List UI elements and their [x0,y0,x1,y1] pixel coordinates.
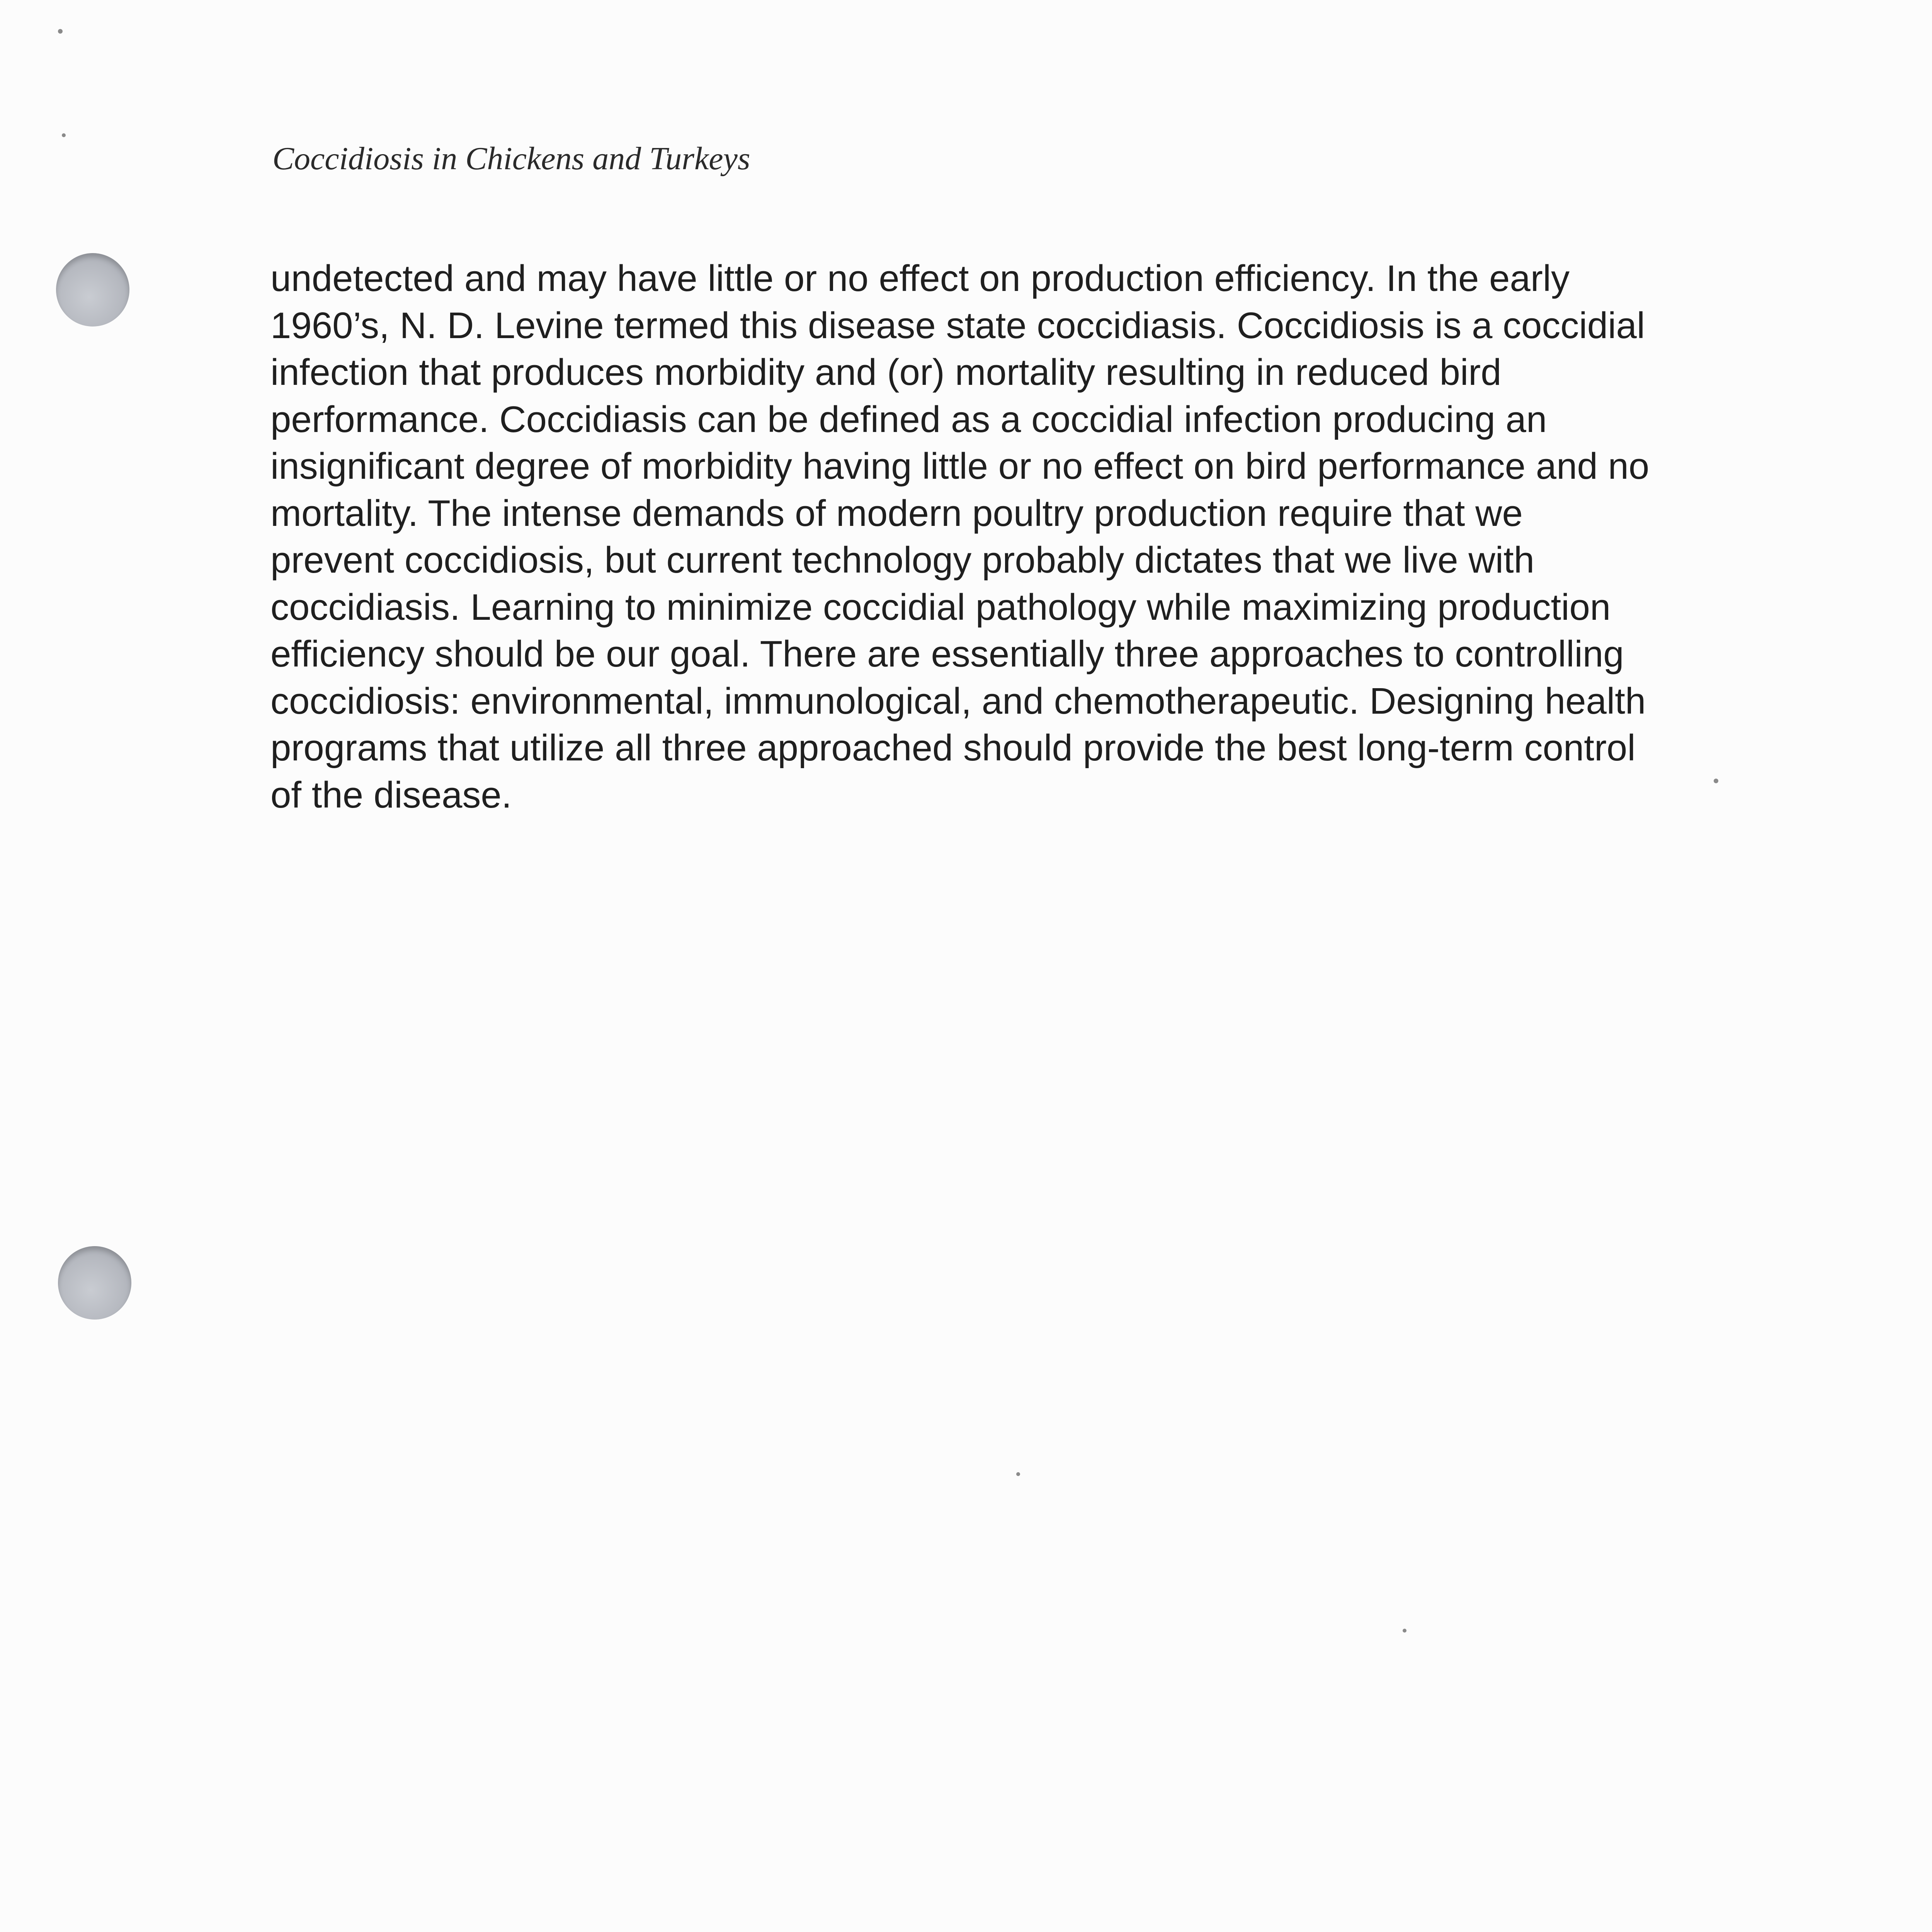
paragraph-line: coccidiasis. Learning to minimize coccidial pathology while maximizing production [270,586,1611,628]
punch-hole-middle [58,1246,131,1320]
paragraph-line: prevent coccidiosis, but current technology probably dictates that we live with [270,539,1535,581]
paragraph-line: programs that utilize all three approached should provide the best long-term control [270,727,1636,769]
paragraph-line: 1960’s, N. D. Levine termed this disease state coccidiasis. Coccidiosis is a coccidial [270,304,1645,346]
paragraph-line: insignificant degree of morbidity having little or no effect on bird performance and no [270,446,1650,487]
scan-speck [1016,1472,1020,1476]
paragraph-line: coccidiosis: environmental, immunological, and chemotherapeutic. Designing health [270,680,1646,722]
body-paragraph [270,255,1758,818]
paragraph-line: undetected and may have little or no effect on production efficiency. In the early [270,258,1570,299]
running-header: Coccidiosis in Chickens and Turkeys [272,141,750,177]
paragraph-line: infection that produces morbidity and (or) mortality resulting in reduced bird [270,352,1502,393]
scan-speck [62,133,66,137]
punch-hole-top [56,253,129,327]
scan-speck [1403,1629,1406,1633]
paragraph-line: of the disease. [270,774,512,816]
paragraph-line: performance. Coccidiasis can be defined as a coccidial infection producing an [270,398,1547,440]
paragraph-line: efficiency should be our goal. There are essentially three approaches to controlling [270,633,1624,675]
scan-speck [58,29,63,34]
paragraph-line: mortality. The intense demands of modern poultry production require that we [270,492,1523,534]
